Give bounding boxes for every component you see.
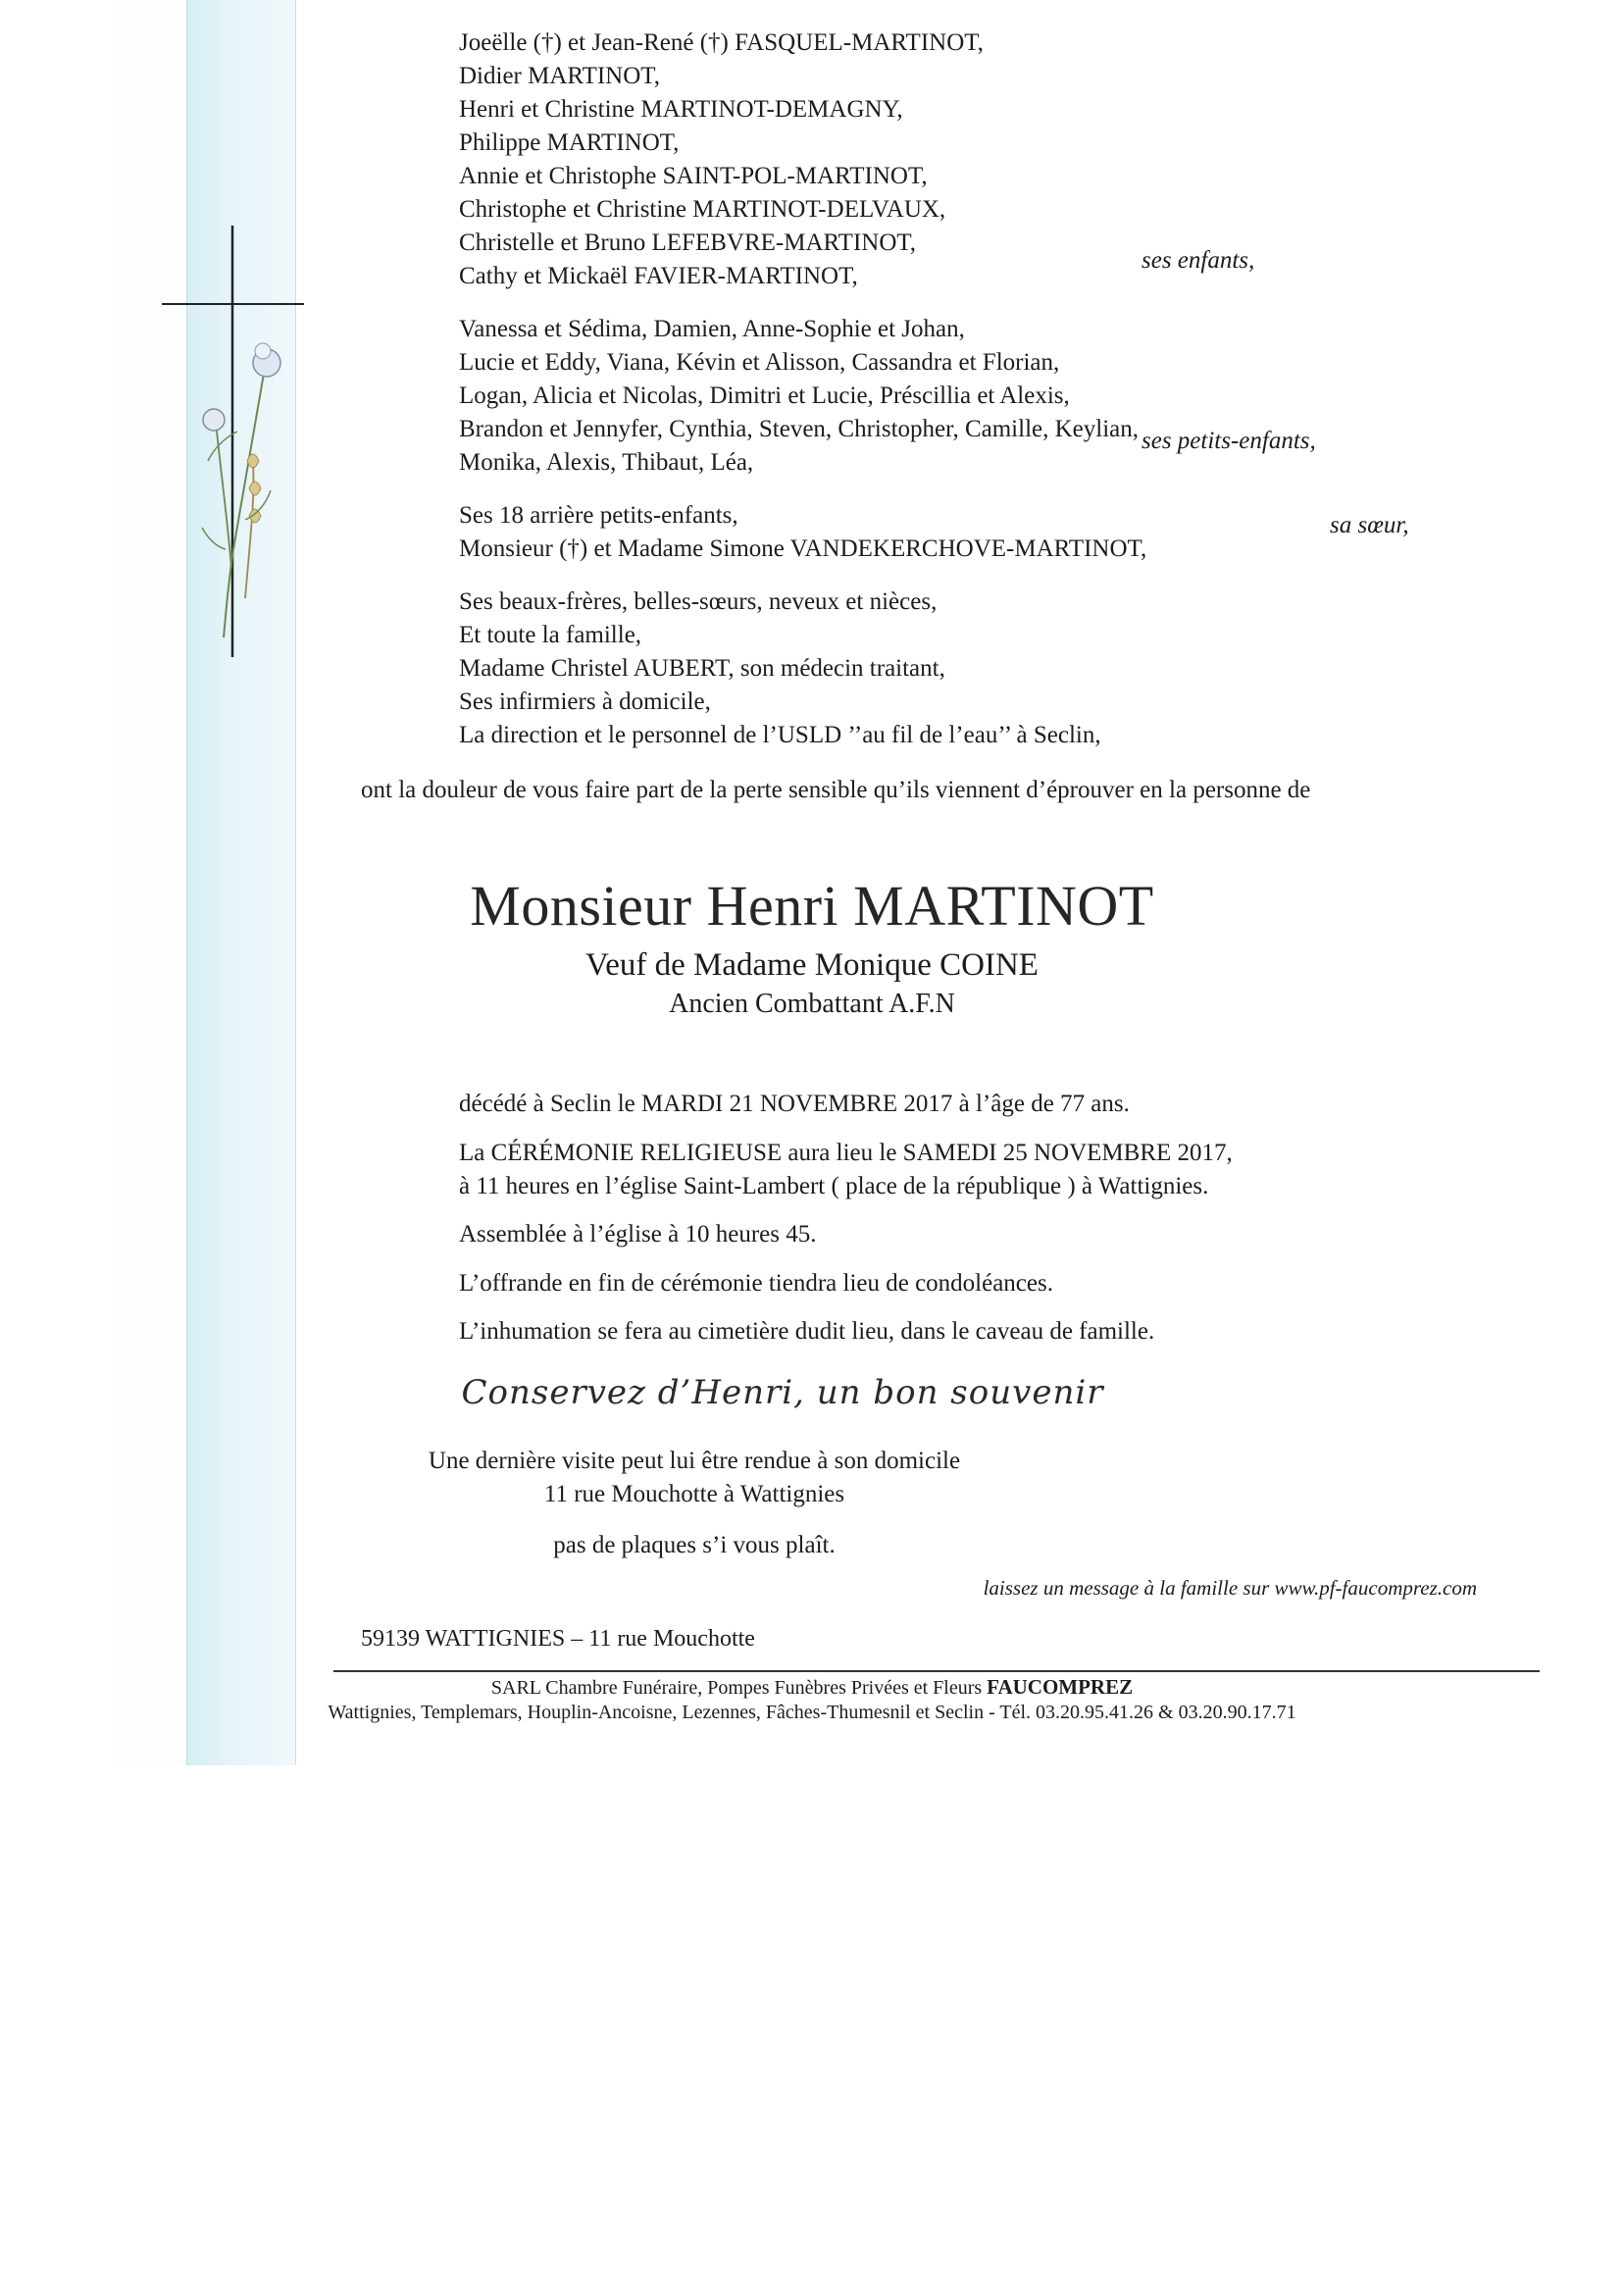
- child-line: Henri et Christine MARTINOT-DEMAGNY,: [459, 96, 903, 123]
- great-grandchildren-line: Ses 18 arrière petits-enfants,: [459, 502, 738, 529]
- death-details: décédé à Seclin le MARDI 21 NOVEMBRE 2017 à l’âge de 77 ans.: [459, 1091, 1130, 1117]
- motto-script: Conservez d’Henri, un bon souvenir: [461, 1373, 1104, 1412]
- sister-role: sa sœur,: [1330, 512, 1409, 538]
- grandchild-line: Vanessa et Sédima, Damien, Anne-Sophie et Johan,: [459, 316, 965, 342]
- ceremony-place: à 11 heures en l’église Saint-Lambert ( place de la république ) à Wattignies.: [459, 1173, 1209, 1199]
- website-line: laissez un message à la famille sur www.pf-faucomprez.com: [983, 1576, 1477, 1600]
- footer-company: [0, 1675, 1624, 1700]
- offering-line: L’offrande en fin de cérémonie tiendra lieu de condoléances.: [459, 1270, 1053, 1297]
- ceremony-line: La CÉRÉMONIE RELIGIEUSE aura lieu le SAMEDI 25 NOVEMBRE 2017,: [459, 1140, 1233, 1166]
- burial-line: L’inhumation se fera au cimetière dudit lieu, dans le caveau de famille.: [459, 1318, 1155, 1345]
- children-role: ses enfants,: [1142, 247, 1255, 274]
- assembly-line: Assemblée à l’église à 10 heures 45.: [459, 1221, 817, 1247]
- visit-address: 11 rue Mouchotte à Wattignies: [543, 1481, 845, 1507]
- child-line: Joeëlle (†) et Jean-René (†) FASQUEL-MARTINOT,: [459, 29, 984, 56]
- child-line: Cathy et Mickaël FAVIER-MARTINOT,: [459, 263, 858, 289]
- grandchild-line: Monika, Alexis, Thibaut, Léa,: [459, 449, 754, 476]
- widower-line: Veuf de Madame Monique COINE: [585, 947, 1039, 983]
- grandchild-line: Logan, Alicia et Nicolas, Dimitri et Lucie, Préscillia et Alexis,: [459, 382, 1070, 409]
- footer-company-text: SARL Chambre Funéraire, Pompes Funèbres Privées et Fleurs: [490, 1677, 983, 1699]
- announcement-text: ont la douleur de vous faire part de la perte sensible qu’ils viennent d’éprouver en la personne de: [361, 777, 1311, 803]
- family-line: Madame Christel AUBERT, son médecin traitant,: [459, 655, 945, 682]
- deceased-name: Monsieur Henri MARTINOT: [470, 874, 1154, 938]
- grandchildren-role: ses petits-enfants,: [1142, 428, 1316, 454]
- address-line: 59139 WATTIGNIES – 11 rue Mouchotte: [361, 1626, 755, 1652]
- visit-line: Une dernière visite peut lui être rendue à son domicile: [428, 1448, 961, 1474]
- child-line: Christelle et Bruno LEFEBVRE-MARTINOT,: [459, 229, 917, 256]
- sister-line: Monsieur (†) et Madame Simone VANDEKERCHOVE-MARTINOT,: [459, 535, 1147, 562]
- footer-rule: [333, 1670, 1540, 1672]
- family-line: Ses beaux-frères, belles-sœurs, neveux et nièces,: [459, 588, 938, 615]
- family-line: Et toute la famille,: [459, 622, 642, 648]
- child-line: Annie et Christophe SAINT-POL-MARTINOT,: [459, 163, 928, 189]
- grandchild-line: Lucie et Eddy, Viana, Kévin et Alisson, Cassandra et Florian,: [459, 349, 1060, 376]
- family-line: Ses infirmiers à domicile,: [459, 688, 711, 715]
- no-plaques-line: pas de plaques s’i vous plaît.: [553, 1532, 836, 1558]
- footer-locations: Wattignies, Templemars, Houplin-Ancoisne, Lezennes, Fâches-Thumesnil et Seclin - Tél. 03.20.95.41.26 & 03.20.90.17.71: [328, 1702, 1296, 1723]
- family-line: La direction et le personnel de l’USLD ’’au fil de l’eau’’ à Seclin,: [459, 722, 1101, 748]
- veteran-title: Ancien Combattant A.F.N: [669, 989, 955, 1019]
- child-line: Christophe et Christine MARTINOT-DELVAUX,: [459, 196, 946, 223]
- child-line: Didier MARTINOT,: [459, 63, 660, 89]
- cross-with-flowers-icon: [157, 226, 314, 667]
- footer-brand: FAUCOMPREZ: [987, 1675, 1134, 1699]
- grandchild-line: Brandon et Jennyfer, Cynthia, Steven, Christopher, Camille, Keylian,: [459, 416, 1139, 442]
- child-line: Philippe MARTINOT,: [459, 129, 680, 156]
